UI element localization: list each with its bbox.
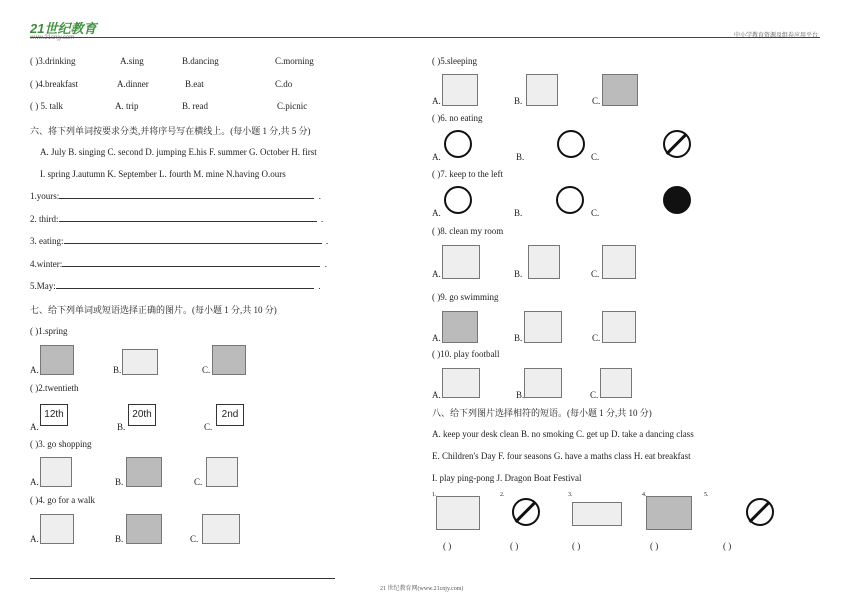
option-a-label: A.	[432, 390, 441, 400]
option-c-label: C.	[590, 390, 599, 400]
option-a-label: A.	[30, 365, 39, 375]
option-b-label: B.	[514, 96, 523, 106]
football-picture-b[interactable]	[524, 368, 562, 398]
fill-label: 3. eating:	[30, 236, 64, 246]
picture-options-5	[432, 72, 672, 106]
answer-blank-4[interactable]: ( )	[650, 541, 659, 551]
option-b-label: B.	[514, 333, 523, 343]
option-b-label: B.	[113, 365, 122, 375]
logo-text: 21世纪教育	[30, 21, 97, 36]
cleaning-picture-a[interactable]	[442, 245, 480, 279]
fill-end: .	[321, 214, 324, 224]
children-picture-b[interactable]	[122, 349, 158, 375]
picture-question-6: ( )6. no eating	[432, 113, 483, 123]
answer-line[interactable]	[56, 288, 314, 289]
picnic-picture-b[interactable]	[524, 311, 562, 343]
fill-row-1	[30, 191, 321, 201]
option-b-label: B.	[115, 477, 124, 487]
picture-question-8: ( )8. clean my room	[432, 226, 504, 236]
picture-options-10	[432, 366, 672, 400]
option-a-label: A.	[432, 269, 441, 279]
q4-stem: ( )4.breakfast	[30, 79, 78, 89]
option-a-label: A.	[432, 152, 441, 162]
calendar-20th-b[interactable]: 20th	[128, 404, 156, 426]
phone-picture-c[interactable]	[602, 245, 636, 279]
walk-picture-a[interactable]	[40, 514, 74, 544]
answer-blank-2[interactable]: ( )	[510, 541, 519, 551]
option-b-label: B.	[514, 269, 523, 279]
option-b-label: B.	[516, 390, 525, 400]
class-picture-b[interactable]	[126, 514, 162, 544]
picture-options-8	[432, 243, 672, 279]
section8-picture-1	[436, 496, 480, 530]
option-c-label: C.	[194, 477, 203, 487]
section-6-title: 六、将下列单词按要求分类,并将序号写在横线上。(每小题 1 分,共 5 分)	[30, 126, 311, 136]
picture-options-4	[30, 512, 260, 544]
turn-right-sign-icon[interactable]	[663, 186, 691, 214]
fill-row-2	[30, 214, 323, 224]
picture-question-5: ( )5.sleeping	[432, 56, 477, 66]
running-picture-a[interactable]	[442, 74, 478, 106]
option-c-label: C.	[591, 152, 600, 162]
calendar-12th-a[interactable]: 12th	[40, 404, 68, 426]
no-smoking-sign-icon	[512, 498, 540, 526]
option-b-label: B.	[514, 208, 523, 218]
q3-stem: ( )3.drinking	[30, 56, 76, 66]
q3-option-a: A.sing	[120, 56, 144, 66]
swimming-picture-a[interactable]	[442, 311, 478, 343]
no-eating-sign-icon-2	[746, 498, 774, 526]
section-8-options-3: I. play ping-pong J. Dragon Boat Festival	[432, 473, 582, 483]
classroom-picture	[646, 496, 692, 530]
spring-tree-picture-a[interactable]	[40, 345, 74, 375]
no-eating-sign-icon[interactable]	[663, 130, 691, 158]
header-platform-text: 中小学教育资源及组卷应用平台	[733, 33, 818, 39]
option-c-label: C.	[592, 96, 601, 106]
picture-question-7: ( )7. keep to the left	[432, 169, 503, 179]
picture-question-9: ( )9. go swimming	[432, 292, 499, 302]
house-picture-c[interactable]	[202, 514, 240, 544]
pic-number-4: 4.	[642, 492, 647, 498]
reading-picture-c[interactable]	[206, 457, 238, 487]
picture-question-10: ( )10. play football	[432, 349, 500, 359]
fill-label: 5.May:	[30, 281, 56, 291]
shop-picture-b[interactable]	[126, 457, 162, 487]
picture-options-7	[432, 184, 672, 218]
answer-blank-1[interactable]: ( )	[443, 541, 452, 551]
section-8-title: 八、给下列图片选择相符的短语。(每小题 1 分,共 10 分)	[432, 408, 652, 418]
tree-picture-c[interactable]	[212, 345, 246, 375]
answer-line[interactable]	[59, 198, 314, 199]
q5-option-a: A. trip	[115, 101, 139, 111]
fill-label: 1.yours:	[30, 191, 60, 201]
fill-end: .	[318, 191, 321, 201]
section-6-words-1: A. July B. singing C. second D. jumping E.his F. summer G. October H. first	[40, 147, 317, 157]
header-divider	[30, 37, 820, 38]
drink-sign-icon[interactable]	[444, 130, 472, 158]
option-c-label: C.	[204, 422, 213, 432]
option-c-label: C.	[190, 534, 199, 544]
kick-picture-c[interactable]	[600, 368, 632, 398]
answer-blank-3[interactable]: ( )	[572, 541, 581, 551]
section-7-title: 七、给下列单词或短语选择正确的图片。(每小题 1 分,共 10 分)	[30, 305, 277, 315]
picture-options-6	[432, 128, 672, 162]
option-a-label: A.	[30, 477, 39, 487]
fill-label: 4.winter:	[30, 259, 63, 269]
pic-number-3: 3.	[568, 492, 573, 498]
fill-end: .	[318, 281, 321, 291]
option-a-label: A.	[30, 422, 39, 432]
q5-stem: ( ) 5. talk	[30, 101, 63, 111]
option-c-label: C.	[202, 365, 211, 375]
soccer-goal-picture-c[interactable]	[602, 311, 636, 343]
pic-number-1: 1.	[432, 492, 437, 498]
keep-left-sign-icon[interactable]	[556, 186, 584, 214]
picture-options-1	[30, 343, 260, 375]
q4-option-b: B.eat	[185, 79, 204, 89]
fill-row-3	[30, 236, 328, 246]
ping-pong-picture-a[interactable]	[442, 368, 480, 398]
picture-question-3: ( )3. go shopping	[30, 439, 92, 449]
two-lanes-sign-icon[interactable]	[444, 186, 472, 214]
picture-question-2: ( )2.twentieth	[30, 383, 79, 393]
q4-option-c: C.do	[275, 79, 293, 89]
pic-number-2: 2.	[500, 492, 505, 498]
option-a-label: A.	[432, 208, 441, 218]
fill-row-5	[30, 281, 321, 291]
logo-sub: www.21cnjy.com	[30, 35, 75, 41]
calendar-2nd-c[interactable]: 2nd	[216, 404, 244, 426]
section-8-pictures	[432, 492, 762, 532]
option-b-label: B.	[115, 534, 124, 544]
answer-blank-5[interactable]: ( )	[723, 541, 732, 551]
bed-picture-b[interactable]	[526, 74, 558, 106]
option-a-label: A.	[30, 534, 39, 544]
fill-label: 2. third:	[30, 214, 59, 224]
q3-option-c: C.morning	[275, 56, 314, 66]
walking-picture-a[interactable]	[40, 457, 72, 487]
option-c-label: C.	[592, 333, 601, 343]
section-8-options-2: E. Children's Day F. four seasons G. have a maths class H. eat breakfast	[432, 451, 691, 461]
q3-option-b: B.dancing	[182, 56, 219, 66]
fill-row-4	[30, 259, 327, 269]
pic-number-5: 5.	[704, 492, 709, 498]
answer-line[interactable]	[62, 266, 320, 267]
dragon-boat-picture	[572, 502, 622, 526]
picture-options-9	[432, 309, 672, 343]
climbing-picture-c[interactable]	[602, 74, 638, 106]
desk-picture-b[interactable]	[528, 245, 560, 279]
fill-end: .	[326, 236, 329, 246]
picture-question-1: ( )1.spring	[30, 326, 68, 336]
picture-question-4: ( )4. go for a walk	[30, 495, 95, 505]
picture-options-3	[30, 455, 260, 487]
fill-end: .	[324, 259, 327, 269]
option-c-label: C.	[591, 269, 600, 279]
q4-option-a: A.dinner	[117, 79, 149, 89]
section-6-words-2: I. spring J.autumn K. September L. fourth M. mine N.having O.ours	[40, 169, 286, 179]
footer-text: 21 世纪教育网(www.21cnjy.com)	[380, 586, 464, 592]
option-a-label: A.	[432, 333, 441, 343]
hand-sign-icon[interactable]	[557, 130, 585, 158]
q5-option-b: B. read	[182, 101, 208, 111]
option-b-label: B.	[117, 422, 126, 432]
answer-line[interactable]	[59, 221, 317, 222]
q5-option-c: C.picnic	[277, 101, 308, 111]
option-a-label: A.	[432, 96, 441, 106]
option-b-label: B.	[516, 152, 525, 162]
bottom-divider	[30, 578, 335, 579]
picture-options-2	[30, 400, 260, 432]
section-8-options-1: A. keep your desk clean B. no smoking C. get up D. take a dancing class	[432, 429, 694, 439]
answer-line[interactable]	[64, 243, 322, 244]
option-c-label: C.	[591, 208, 600, 218]
